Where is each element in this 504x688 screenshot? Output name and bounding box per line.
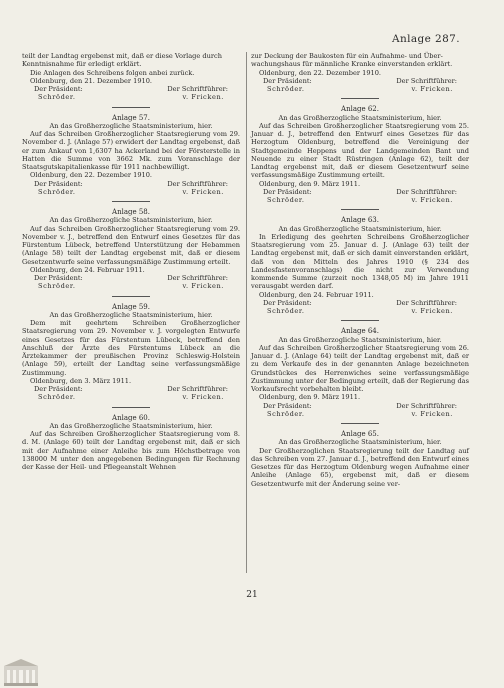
section-anlage-57 bbox=[22, 114, 240, 203]
running-header: Anlage 287. bbox=[391, 33, 460, 45]
signature-labels bbox=[22, 385, 240, 393]
secretary-label: Der Schriftführer: bbox=[396, 76, 457, 85]
secretary-name: v. Fricken. bbox=[411, 85, 453, 93]
section-heading: Anlage 65. bbox=[341, 430, 379, 438]
president-name: Schröder. bbox=[38, 393, 76, 402]
intro-date: Oldenburg, den 22. Dezember 1910. bbox=[259, 68, 382, 77]
secretary-name: v. Fricken. bbox=[182, 187, 224, 196]
section-anlage-58 bbox=[22, 208, 240, 297]
president-name: Schröder. bbox=[267, 307, 305, 315]
signature-names bbox=[22, 393, 240, 401]
section-addressee: An das Großherzogliche Staatsministerium, hier. bbox=[278, 438, 442, 447]
signature-labels bbox=[251, 188, 469, 196]
section-heading: Anlage 58. bbox=[112, 208, 150, 216]
section-heading: Anlage 59. bbox=[112, 302, 150, 311]
section-body: Der Großherzoglichen Staatsregierung teilt der Landtag auf das Schreiben vom 27. Januar d. J., betreffend den Entwurf eines Gesetzes für das Herzogtum Oldenburg wegen Aufnahme einer Anleihe (Anlage 65), ergebenst mit, daß er diesem Gesetzentwurfe mit der Änderung seine ver- bbox=[251, 446, 469, 488]
signature-labels bbox=[22, 180, 240, 188]
section-divider bbox=[341, 209, 379, 210]
section-date: Oldenburg, den 24. Februar 1911. bbox=[30, 265, 145, 274]
section-divider bbox=[341, 423, 379, 424]
section-date: Oldenburg, den 9. März 1911. bbox=[259, 393, 361, 402]
secretary-name: v. Fricken. bbox=[182, 393, 224, 402]
right-column bbox=[251, 52, 469, 488]
signature-labels bbox=[251, 299, 469, 307]
section-addressee: An das Großherzogliche Staatsministerium, hier. bbox=[278, 113, 442, 122]
signature-labels bbox=[251, 402, 469, 410]
signature-labels bbox=[251, 77, 469, 85]
president-label: Der Präsident: bbox=[34, 179, 83, 188]
president-name: Schröder. bbox=[38, 93, 76, 102]
secretary-label: Der Schriftführer: bbox=[396, 401, 457, 410]
intro-line: teilt der Landtag ergebenst mit, daß er diese Vorlage durch bbox=[22, 52, 222, 60]
secretary-name: v. Fricken. bbox=[411, 409, 453, 418]
section-body: Auf das Schreiben Großherzoglicher Staatsregierung vom 25. Januar d. J., betreffend den Entwurf eines Gesetzes für das Herzogtum Oldenburg, betreffend die Vereinigung der Stadtgemeinde Heppens und der Landgemeinden Bant und Neuende zu einer Stadt Rüstringen (Anlage 62), teilt der Landtag ergebenst mit, daß er diesem Gesetzentwurf seine verfassungsmäßige Zustimmung erteilt. bbox=[251, 121, 469, 180]
president-name: Schröder. bbox=[267, 85, 305, 93]
section-heading: Anlage 60. bbox=[112, 413, 150, 422]
section-body: Auf das Schreiben Großherzoglicher Staatsregierung vom 29. November v. J., betreffend den Entwurf eines Gesetzes für das Fürstentum Lübeck, betreffend Unterstützung der Hebammen (Anlage 58) teilt der Landtag ergebenst mit, daß er diesem Gesetzentwurfe seine verfassungsmäßige Zustimmung erteilt. bbox=[22, 224, 240, 266]
section-divider bbox=[112, 201, 150, 202]
section-divider bbox=[112, 107, 150, 108]
president-label: Der Präsident: bbox=[263, 298, 312, 307]
signature-names bbox=[22, 282, 240, 290]
intro-date: Oldenburg, den 21. Dezember 1910. bbox=[30, 76, 153, 85]
secretary-label: Der Schriftführer: bbox=[167, 385, 228, 393]
section-divider bbox=[341, 320, 379, 321]
library-building-icon bbox=[4, 658, 38, 686]
signature-names bbox=[251, 85, 469, 93]
signature-names bbox=[251, 307, 469, 315]
secretary-label: Der Schriftführer: bbox=[167, 274, 228, 282]
secretary-label: Der Schriftführer: bbox=[167, 85, 228, 93]
section-date: Oldenburg, den 22. Dezember 1910. bbox=[30, 171, 153, 180]
secretary-name: v. Fricken. bbox=[411, 196, 453, 204]
section-anlage-59 bbox=[22, 303, 240, 408]
president-label: Der Präsident: bbox=[263, 76, 312, 85]
section-addressee: An das Großherzogliche Staatsministerium, hier. bbox=[49, 121, 213, 130]
column-divider bbox=[246, 52, 247, 573]
section-anlage-60 bbox=[22, 414, 240, 472]
section-divider bbox=[112, 296, 150, 297]
secretary-name: v. Fricken. bbox=[182, 93, 224, 102]
section-divider bbox=[112, 407, 150, 408]
signature-labels bbox=[22, 274, 240, 282]
signature-names bbox=[251, 410, 469, 418]
section-heading: Anlage 63. bbox=[341, 216, 379, 225]
intro-line: Kenntnisnahme für erledigt erklärt. bbox=[22, 60, 142, 69]
section-body: Dem mit geehrtem Schreiben Großherzoglicher Staatsregierung vom 29. November v. J. vorgelegten Entwurfe eines Gesetzes für das Fürstentum Lübeck, betreffend den Anschluß der Ärzte des Fürstentums Lübeck an die Ärztekammer der preußischen Provinz Schleswig-Holstein (Anlage 59), erteilt der Landtag seine verfassungsmäßige Zustimmung. bbox=[22, 319, 240, 377]
section-addressee: An das Großherzogliche Staatsministerium, hier. bbox=[278, 335, 442, 344]
page-number: 21 bbox=[246, 590, 258, 600]
president-label: Der Präsident: bbox=[263, 187, 312, 196]
signature-names bbox=[22, 188, 240, 196]
secretary-label: Der Schriftführer: bbox=[396, 298, 457, 307]
section-heading: Anlage 64. bbox=[341, 327, 379, 336]
section-addressee: An das Großherzogliche Staatsministerium, hier. bbox=[278, 224, 442, 233]
intro-line: wachungshaus für männliche Kranke einverstanden erklärt. bbox=[251, 60, 453, 69]
intro-line: zur Deckung der Baukosten für ein Aufnahme- und Über- bbox=[251, 52, 443, 60]
secretary-name: v. Fricken. bbox=[411, 307, 453, 315]
secretary-label: Der Schriftführer: bbox=[167, 179, 228, 188]
section-anlage-62 bbox=[251, 105, 469, 210]
section-date: Oldenburg, den 24. Februar 1911. bbox=[259, 290, 374, 299]
section-body: Auf das Schreiben Großherzoglicher Staatsregierung vom 8. d. M. (Anlage 60) teilt der Landtag ergebenst mit, daß er sich mit der Aufnahme einer Anleihe bis zum Höchstbetrage von 138000 M unter den angegebenen Bedingungen für Rechnung der Kasse der Heil- und Pflegeanstalt Wehnen bbox=[22, 430, 240, 471]
section-heading: Anlage 62. bbox=[341, 105, 379, 114]
section-anlage-65 bbox=[251, 430, 469, 488]
section-body: Auf das Schreiben Großherzoglicher Staatsregierung vom 26. Januar d. J. (Anlage 64) teilt der Landtag ergebenst mit, daß er zu dem Verkaufe des in der genannten Anlage bezeichneten Grundstückes des Herrenwiches seine verfassungsmäßige Zustimmung unter der Bedingung erteilt, daß der Regierung das Vorkaufsrecht vorbehalten bleibt. bbox=[251, 343, 469, 393]
president-name: Schröder. bbox=[38, 282, 76, 291]
president-name: Schröder. bbox=[267, 409, 305, 418]
section-date: Oldenburg, den 3. März 1911. bbox=[30, 376, 132, 385]
section-body: In Erledigung des geehrten Schreibens Großherzoglicher Staatsregierung vom 25. Januar d. J. (Anlage 63) teilt der Landtag ergebenst mit, daß er sich damit einverstanden erklärt, daß von den Mitteln des Jahres 1910 (§ 234 des Landesfastenvoranschlags) die nicht zur Verwendung kommende Summe (zurzeit noch 1348,05 M) im Jahre 1911 verausgabt werden darf. bbox=[251, 232, 469, 291]
section-heading: Anlage 57. bbox=[112, 113, 150, 122]
section-addressee: An das Großherzogliche Staatsministerium, hier. bbox=[49, 421, 213, 430]
intro-indented-line: Die Anlagen des Schreibens folgen anbei zurück. bbox=[30, 68, 195, 77]
president-name: Schröder. bbox=[38, 187, 76, 196]
section-addressee: An das Großherzogliche Staatsministerium, hier. bbox=[49, 310, 213, 319]
section-body: Auf das Schreiben Großherzoglicher Staatsregierung vom 29. November d. J. (Anlage 57) erwidert der Landtag ergebenst, daß er zum Ankauf von 1,6307 ha Ackerland bei der Försterstelle in Hatten die Summe von 3662 Mk. zum Voranschlage der Staatsgutskapitalienkasse für 1911 nachbewilligt. bbox=[22, 130, 240, 171]
section-addressee: An das Großherzogliche Staatsministerium, hier. bbox=[49, 216, 213, 225]
page-header bbox=[0, 33, 504, 47]
president-label: Der Präsident: bbox=[263, 401, 312, 410]
section-anlage-64 bbox=[251, 327, 469, 424]
president-label: Der Präsident: bbox=[34, 385, 83, 393]
president-label: Der Präsident: bbox=[34, 85, 83, 93]
signature-names bbox=[251, 196, 469, 204]
section-divider bbox=[341, 98, 379, 99]
secretary-name: v. Fricken. bbox=[182, 282, 224, 291]
signature-labels bbox=[22, 85, 240, 93]
section-anlage-63 bbox=[251, 216, 469, 321]
left-column bbox=[22, 52, 240, 471]
secretary-label: Der Schriftführer: bbox=[396, 187, 457, 196]
signature-names bbox=[22, 93, 240, 101]
president-label: Der Präsident: bbox=[34, 274, 83, 282]
president-name: Schröder. bbox=[267, 196, 305, 204]
section-date: Oldenburg, den 9. März 1911. bbox=[259, 179, 361, 188]
